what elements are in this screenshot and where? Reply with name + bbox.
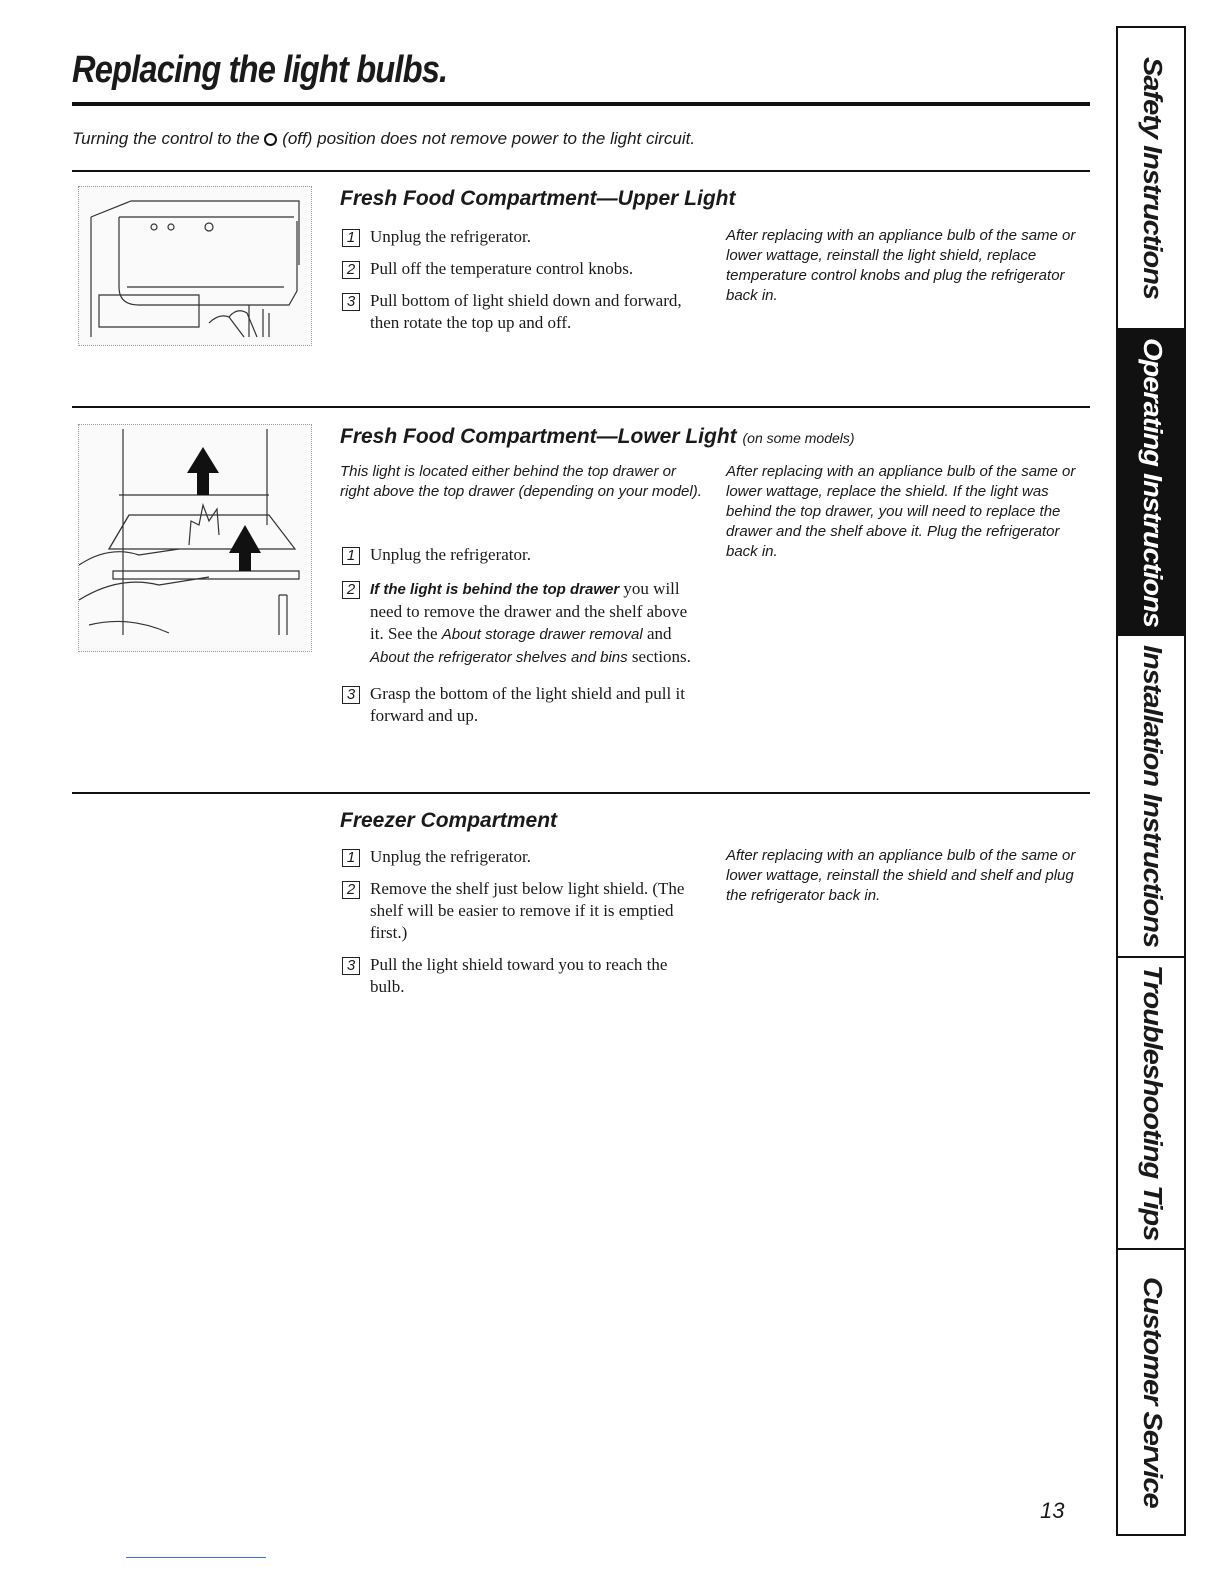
lower-light-illustration: [78, 424, 312, 652]
upper-light-note: After replacing with an appliance bulb of the same or lower wattage, reinstall the light shield, replace temperature control knobs and plug the refrigerator back in.: [726, 227, 1076, 304]
step-number: 1: [342, 229, 360, 247]
step-item: [340, 258, 700, 280]
step-number: 3: [342, 686, 360, 704]
section-heading-lower: [340, 424, 855, 451]
tab-label: Installation Instructions: [1137, 644, 1166, 948]
step-item: [340, 878, 700, 944]
tab-installation-instructions[interactable]: [1118, 636, 1184, 958]
step-item: [340, 544, 700, 566]
step-text: Unplug the refrigerator.: [370, 227, 531, 246]
step-text: and: [642, 624, 672, 643]
step-text: Pull bottom of light shield down and forward, then rotate the top up and off.: [370, 291, 682, 332]
step-number: 2: [342, 581, 360, 599]
section-heading-freezer: Freezer Compartment: [340, 809, 558, 832]
tab-safety-instructions[interactable]: [1118, 28, 1184, 330]
step-text: Pull the light shield toward you to reach the bulb.: [370, 955, 668, 996]
power-warning-text-b: (off) position does not remove power to the light circuit.: [277, 129, 696, 148]
lower-light-intro: This light is located either behind the top drawer or right above the top drawer (depending on your model).: [340, 463, 702, 500]
upper-light-drawing: [79, 187, 311, 345]
models-note: (on some models): [742, 430, 855, 446]
upper-light-steps: [340, 226, 700, 344]
tab-troubleshooting-tips[interactable]: [1118, 958, 1184, 1250]
step-number: 2: [342, 881, 360, 899]
title-rule: [72, 102, 1090, 106]
step-text: sections.: [627, 647, 691, 666]
step-number: 3: [342, 957, 360, 975]
section-heading-upper: Fresh Food Compartment—Upper Light: [340, 187, 736, 210]
lower-light-steps: [340, 544, 700, 737]
step-text: Unplug the refrigerator.: [370, 847, 531, 866]
step-number: 2: [342, 261, 360, 279]
step-text: Unplug the refrigerator.: [370, 545, 531, 564]
step-text: Pull off the temperature control knobs.: [370, 259, 634, 278]
step-item: [340, 290, 700, 334]
lower-light-drawing: [79, 425, 311, 651]
step-lead: If the light is behind the top drawer: [370, 581, 620, 598]
step-number: 1: [342, 849, 360, 867]
step-item: [340, 954, 700, 998]
freezer-note: After replacing with an appliance bulb of the same or lower wattage, reinstall the shield and shelf and plug the refrigerator back in.: [726, 847, 1076, 904]
step-text: Remove the shelf just below light shield. (The shelf will be easier to remove if it is emptied first.): [370, 879, 685, 942]
step-text: Grasp the bottom of the light shield and pull it forward and up.: [370, 684, 685, 725]
tab-label: Safety Instructions: [1137, 56, 1166, 300]
section-heading-lower-text: Fresh Food Compartment—Lower Light: [340, 425, 737, 448]
step-item: [340, 846, 700, 868]
power-warning: [72, 128, 695, 150]
section-divider: [72, 170, 1090, 172]
footer-line: [126, 1557, 266, 1558]
step-item: [340, 578, 700, 669]
section-divider: [72, 792, 1090, 794]
step-item: [340, 226, 700, 248]
shelves-bins-ref: About the refrigerator shelves and bins: [370, 649, 628, 666]
step-number: 1: [342, 547, 360, 565]
step-text: you will need to remove the drawer and the shelf above it. See the: [370, 579, 688, 643]
tab-operating-instructions[interactable]: [1118, 330, 1184, 636]
upper-light-illustration: [78, 186, 312, 346]
step-number: 3: [342, 293, 360, 311]
page-number: 13: [1040, 1498, 1065, 1523]
storage-drawer-ref: About storage drawer removal: [441, 626, 643, 643]
step-item: [340, 683, 700, 727]
section-divider: [72, 406, 1090, 408]
tab-label: Operating Instructions: [1137, 337, 1166, 627]
tab-label: Customer Service: [1137, 1276, 1166, 1508]
freezer-steps: [340, 846, 700, 1008]
tab-label: Troubleshooting Tips: [1137, 965, 1166, 1241]
power-warning-text-a: Turning the control to the: [72, 129, 265, 148]
tab-customer-service[interactable]: [1118, 1250, 1184, 1534]
lower-light-note: After replacing with an appliance bulb of the same or lower wattage, replace the shield. If the light was behind the top drawer, you will need to replace the drawer and the shelf above it. Plug the refrigerator back in.: [726, 463, 1076, 560]
off-circle-icon: [264, 133, 277, 146]
side-tab-nav: [1116, 26, 1186, 1536]
page-title: Replacing the light bulbs.: [72, 49, 448, 91]
